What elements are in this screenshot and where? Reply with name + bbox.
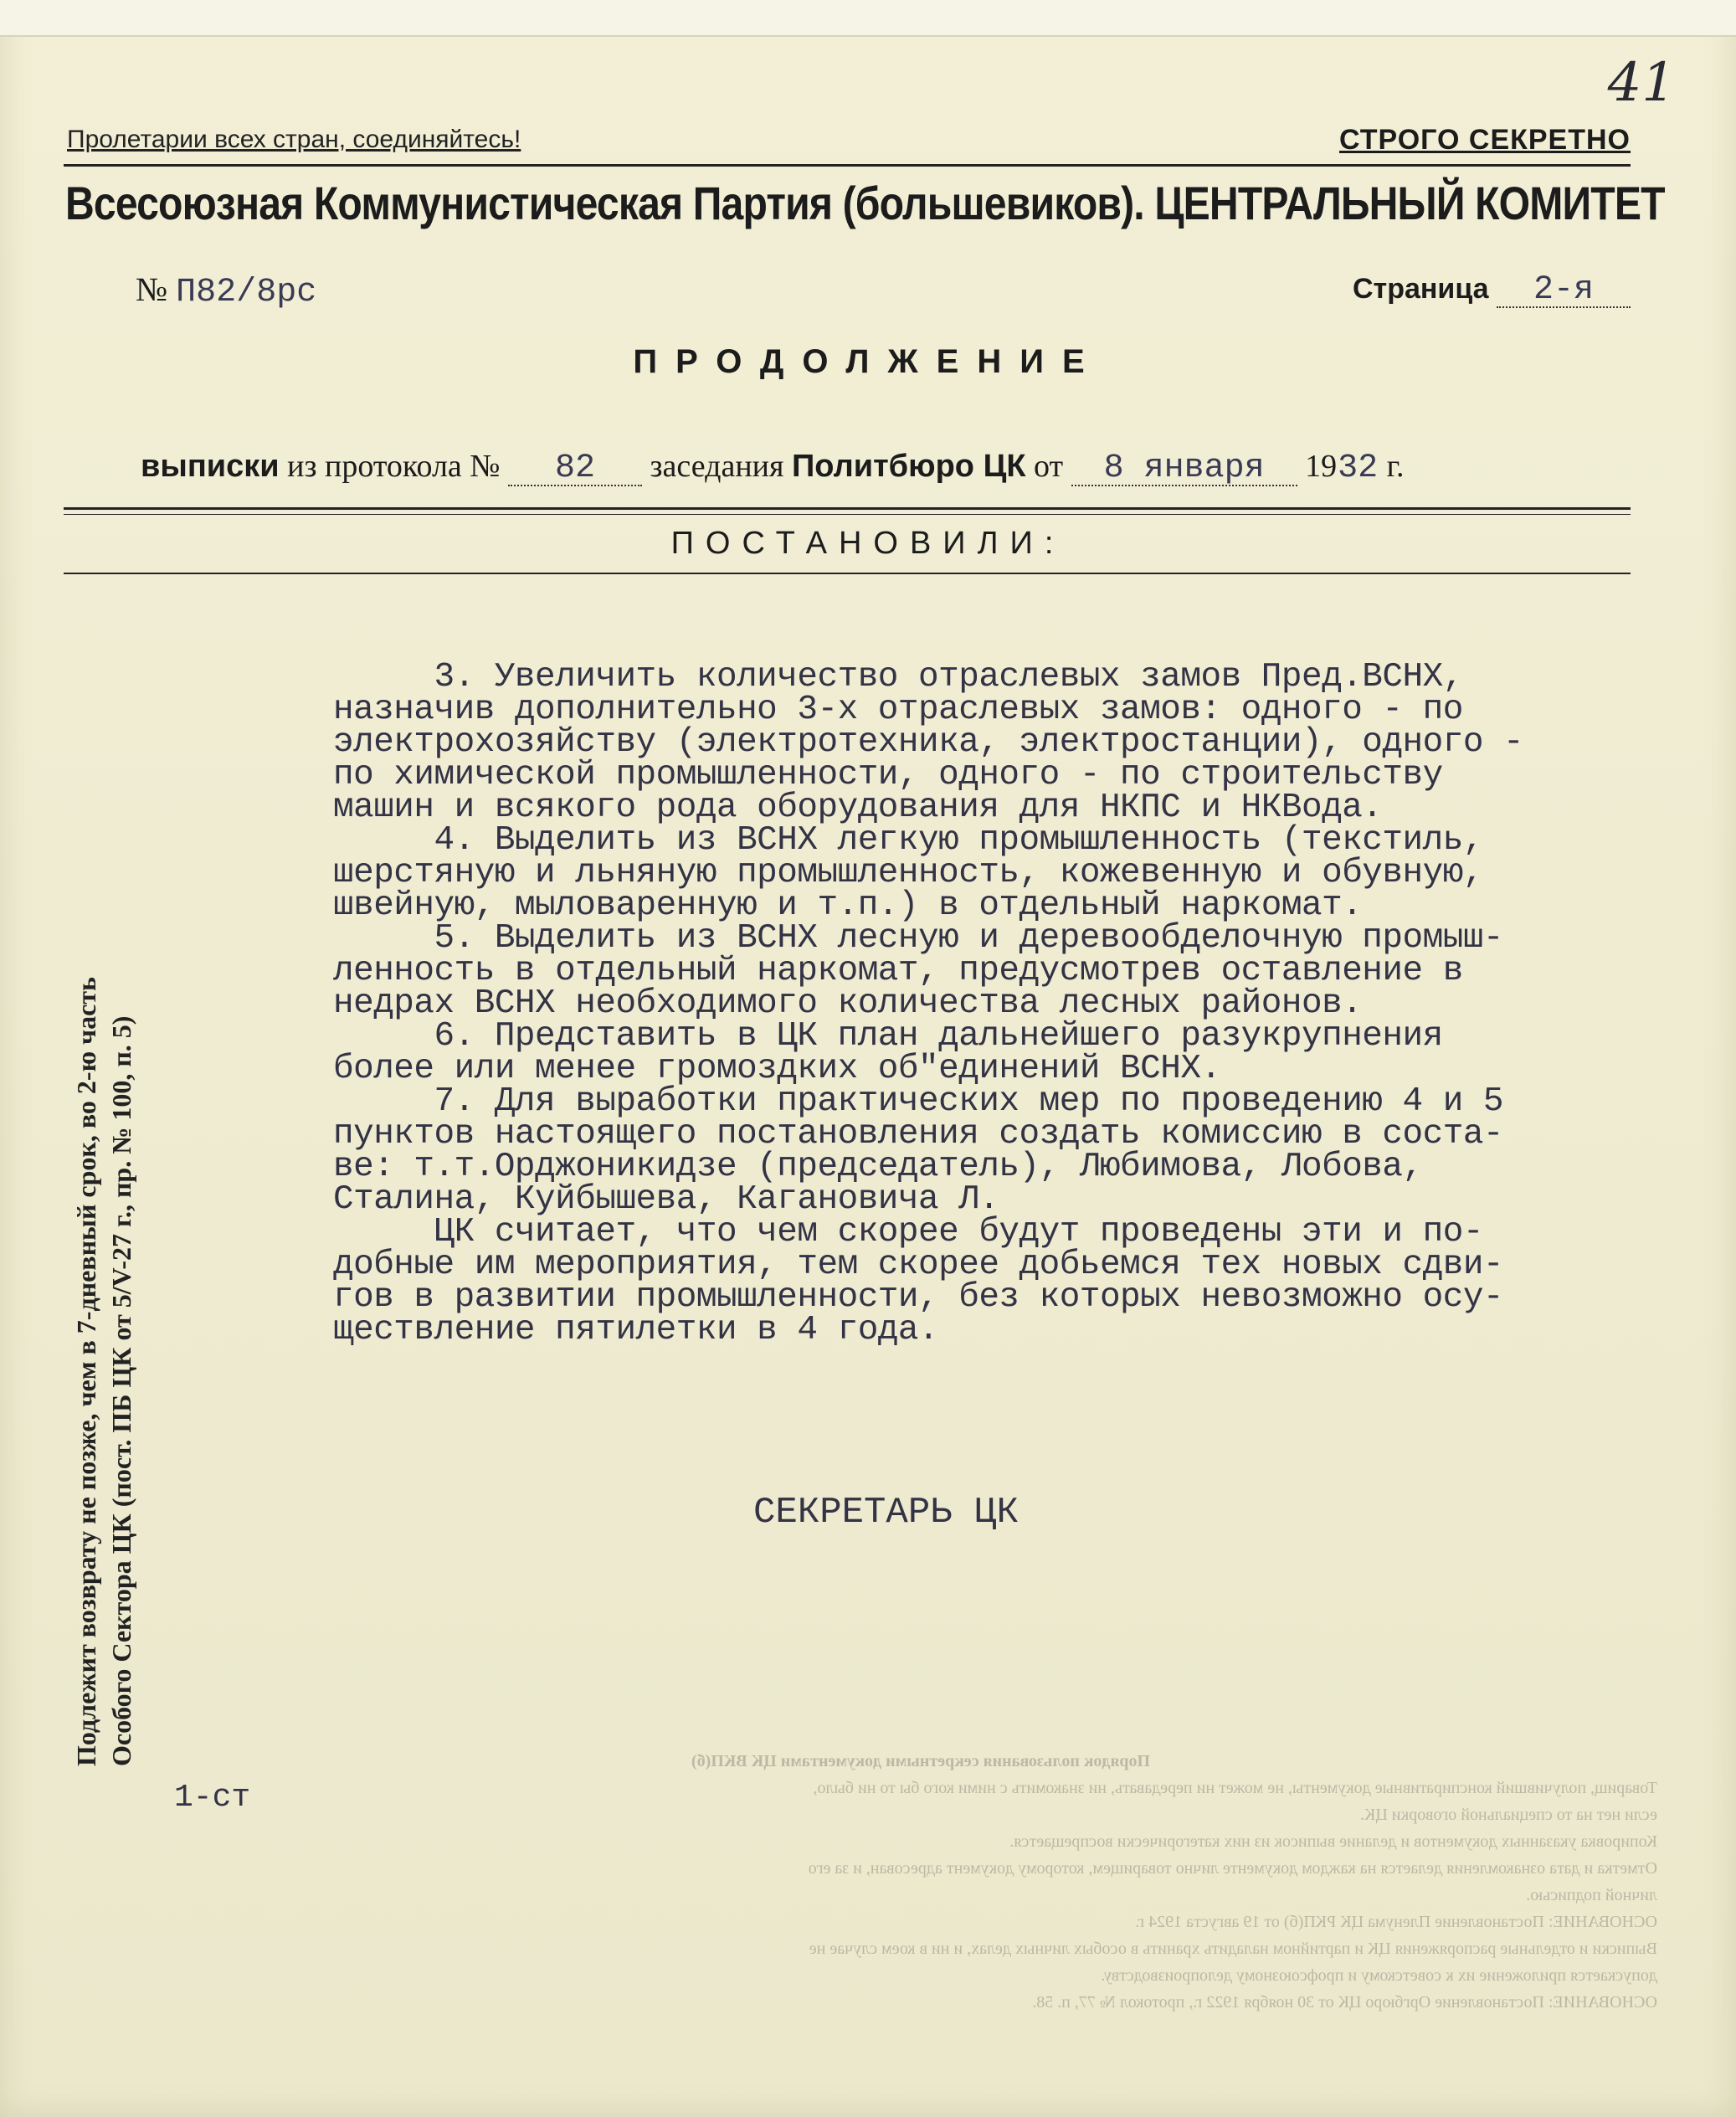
text-line: Сталина, Куйбышева, Кагановича Л. xyxy=(333,1180,999,1219)
text-line: по химической промышленности, одного - по строительству xyxy=(333,756,1443,794)
document-number xyxy=(136,270,316,311)
text-line: ве: т.т.Орджоникидзе (председатель), Любимова, Лобова, xyxy=(333,1148,1423,1186)
meeting-date: 8 января xyxy=(1071,453,1297,486)
bleed-line: Товарищ, получивший конспиративные документы, не может ни передавать, ни знакомить с ними кого бы то ни было, xyxy=(813,1779,1657,1797)
section-rule-bottom xyxy=(64,573,1631,574)
text-line: 7. Для выработки практических мер по проведению 4 и 5 xyxy=(333,1082,1504,1121)
text-line: 4. Выделить из ВСНХ легкую промышленность (текстиль, xyxy=(333,821,1483,860)
page-value: 2-я xyxy=(1497,275,1631,308)
section-rule-thin xyxy=(64,514,1631,515)
copy-number: 1-ст xyxy=(174,1780,251,1816)
text-line: недрах ВСНХ необходимого количества лесных районов. xyxy=(333,984,1363,1023)
bleed-line: Выписки и отдельные распоряжения ЦК и партийном наладить хранить в особых личных делах, и ни в коем случае не xyxy=(809,1940,1657,1958)
secretary-signature: СЕКРЕТАРЬ ЦК xyxy=(753,1492,1019,1534)
meeting-year: 32 xyxy=(1338,450,1379,487)
text-line: пунктов настоящего постановления создать комиссию в соста- xyxy=(333,1115,1504,1154)
bleed-line: ОСНОВАНИЕ: Постановление Пленума ЦК РКП(б) от 19 августа 1924 г. xyxy=(1135,1913,1657,1931)
document-number-label: № xyxy=(136,270,168,308)
organization-header: Всесоюзная Коммунистическая Партия (большевиков). ЦЕНТРАЛЬНЫЙ КОМИТЕТ xyxy=(65,177,1665,229)
text-line: 5. Выделить из ВСНХ лесную и деревообделочную промыш- xyxy=(333,919,1504,958)
return-notice-line: Особого Сектора ЦК (пост. ПБ ЦК от 5/V-27 г., пр. № 100, п. 5) xyxy=(106,1015,136,1766)
bleed-line: Копировка указанных документов и делание выписок из них категорически воспрещается. xyxy=(1009,1832,1657,1851)
text-line: ществление пятилетки в 4 года. xyxy=(333,1311,939,1349)
date-label: от xyxy=(1034,449,1064,484)
extract-line xyxy=(141,448,1404,486)
bleed-line: Отметка и дата ознакомления делается на каждом документе лично товарищем, которому документ адресован, и за его xyxy=(808,1859,1657,1878)
continuation-title: ПРОДОЛЖЕНИЕ xyxy=(633,343,1103,380)
return-notice-line: Подлежит возврату не позже, чем в 7-дневный срок, во 2-ю часть xyxy=(71,977,101,1766)
text-line: 6. Представить в ЦК план дальнейшего разукрупнения xyxy=(333,1017,1443,1056)
page-label: Страница xyxy=(1353,273,1489,305)
text-line: ЦК считает, что чем скорее будут проведены эти и по- xyxy=(333,1213,1483,1251)
text-line: ленность в отдельный наркомат, предусмотрев оставление в xyxy=(333,952,1463,990)
header-rule xyxy=(64,164,1631,167)
bleed-line: допускается приложение их к советскому и профсоюзному делопроизводству. xyxy=(1101,1966,1657,1985)
top-edge xyxy=(0,0,1736,37)
page-reference xyxy=(1353,273,1631,308)
text-line: электрохозяйству (электротехника, электростанции), одного - xyxy=(333,723,1524,762)
bleed-line: ОСНОВАНИЕ: Постановление Оргбюро ЦК от 30 ноября 1922 г., протокол № 77, п. 58. xyxy=(1032,1993,1657,2012)
document-number-value: П82/8рс xyxy=(176,274,317,311)
text-line: гов в развитии промышленности, без которых невозможно осу- xyxy=(333,1278,1504,1317)
text-line: назначив дополнительно 3-х отраслевых замов: одного - по xyxy=(333,691,1463,729)
year-prefix: 19 xyxy=(1305,449,1338,484)
return-notice xyxy=(69,762,139,1766)
secrecy-stamp: СТРОГО СЕКРЕТНО xyxy=(1339,124,1631,156)
bleed-through-text xyxy=(184,1748,1657,2016)
resolution-text xyxy=(333,658,1639,1349)
section-rule xyxy=(64,507,1631,510)
bleed-line: Порядок пользования секретными документами ЦК ВКП(б) xyxy=(691,1752,1151,1770)
protocol-number: 82 xyxy=(508,453,642,486)
text-line: добные им мероприятия, тем скорее добьемся тех новых сдви- xyxy=(333,1246,1504,1284)
extract-word: выписки xyxy=(141,449,280,484)
text-line: машин и всякого рода оборудования для НКПС и НКВода. xyxy=(333,789,1383,827)
archive-page-number: 41 xyxy=(1607,52,1676,114)
text-line: более или менее громоздких об"единений ВСНХ. xyxy=(333,1050,1221,1088)
meeting-label: заседания xyxy=(650,449,784,484)
text-line: швейную, мыловаренную и т.п.) в отдельный наркомат. xyxy=(333,886,1363,925)
resolved-heading: ПОСТАНОВИЛИ: xyxy=(670,526,1066,561)
slogan: Пролетарии всех стран, соединяйтесь! xyxy=(67,126,521,153)
year-suffix: г. xyxy=(1386,449,1405,484)
meeting-body: Политбюро ЦК xyxy=(791,449,1026,484)
text-line: шерстяную и льняную промышленность, кожевенную и обувную, xyxy=(333,854,1483,892)
bleed-line: если нет на то специальной оговорки ЦК. xyxy=(1360,1806,1657,1824)
text-line: 3. Увеличить количество отраслевых замов Пред.ВСНХ, xyxy=(333,658,1463,696)
protocol-label: из протокола № xyxy=(287,449,501,484)
bleed-line: личной подписью. xyxy=(1526,1886,1657,1904)
